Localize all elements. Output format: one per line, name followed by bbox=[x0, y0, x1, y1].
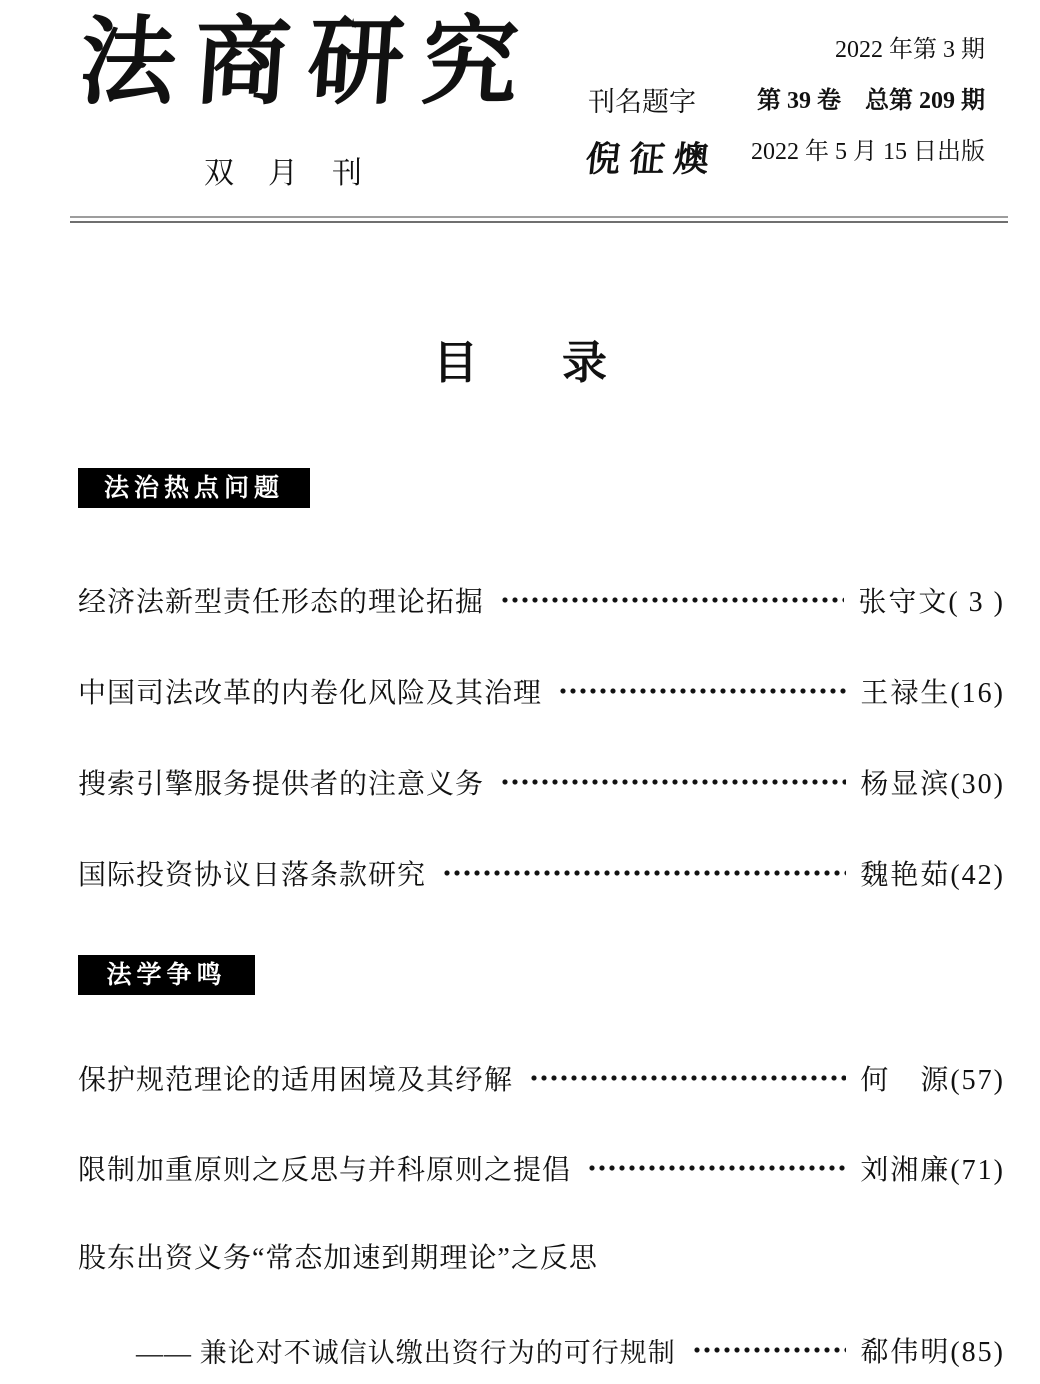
article-author: 杨显滨 bbox=[860, 769, 951, 800]
article-subtitle: —— 兼论对不诚信认缴出资行为的可行规制 bbox=[136, 1337, 676, 1368]
dot-leader bbox=[558, 671, 846, 711]
article-title: 中国司法改革的内卷化风险及其治理 bbox=[78, 678, 543, 709]
toc-entry bbox=[78, 671, 1005, 711]
section-label-legal-debates: 法学争鸣 bbox=[78, 955, 255, 995]
article-author: 郗伟明 bbox=[860, 1337, 951, 1368]
toc-entry bbox=[78, 853, 1005, 893]
article-author-page bbox=[860, 1148, 1005, 1188]
article-page-number: ( 3 ) bbox=[948, 587, 1005, 618]
header-divider-rule bbox=[70, 216, 1008, 223]
dot-leader bbox=[529, 1058, 846, 1098]
journal-title: 法商研究 bbox=[76, 9, 540, 116]
article-title: 经济法新型责任形态的理论拓掘 bbox=[78, 587, 485, 618]
article-author: 魏艳茹 bbox=[860, 860, 951, 891]
article-title: 保护规范理论的适用困境及其纾解 bbox=[78, 1065, 514, 1096]
article-page-number: (16) bbox=[950, 678, 1005, 709]
article-author: 王禄生 bbox=[860, 678, 951, 709]
journal-frequency-label: 双 月 刊 bbox=[204, 157, 364, 190]
toc-entry bbox=[78, 580, 1005, 620]
dot-leader bbox=[587, 1148, 846, 1188]
article-author: 何 源 bbox=[860, 1065, 951, 1096]
article-title: 限制加重原则之反思与并科原则之提倡 bbox=[78, 1155, 572, 1186]
article-page-number: (42) bbox=[950, 860, 1005, 891]
toc-heading bbox=[0, 326, 1040, 391]
article-author-page bbox=[860, 1058, 1005, 1098]
section-label-hot-issues: 法治热点问题 bbox=[78, 468, 310, 508]
article-author-page bbox=[858, 580, 1005, 620]
toc-entry-title-line bbox=[78, 1239, 1005, 1279]
article-title: 搜索引擎服务提供者的注意义务 bbox=[78, 769, 485, 800]
article-author-page bbox=[860, 762, 1005, 802]
article-author-page bbox=[860, 1330, 1005, 1370]
inscription-calligrapher-name: 倪征燠 bbox=[583, 140, 720, 179]
toc-entry bbox=[78, 762, 1005, 802]
article-page-number: (85) bbox=[950, 1337, 1005, 1368]
article-page-number: (30) bbox=[950, 769, 1005, 800]
article-author-page bbox=[860, 671, 1005, 711]
toc-heading-char-1: 目 bbox=[432, 338, 478, 388]
article-author: 张守文 bbox=[858, 587, 949, 618]
toc-entry bbox=[78, 1058, 1005, 1098]
article-title: 股东出资义务“常态加速到期理论”之反思 bbox=[78, 1243, 598, 1274]
dot-leader bbox=[692, 1330, 847, 1370]
issue-info-block bbox=[751, 36, 985, 189]
dot-leader bbox=[442, 853, 846, 893]
dot-leader bbox=[500, 762, 846, 802]
dot-leader bbox=[500, 580, 844, 620]
article-title: 国际投资协议日落条款研究 bbox=[78, 860, 427, 891]
article-author-page bbox=[860, 853, 1005, 893]
article-page-number: (71) bbox=[950, 1155, 1005, 1186]
inscription-label: 刊名题字 bbox=[588, 87, 696, 117]
article-page-number: (57) bbox=[950, 1065, 1005, 1096]
publish-date-line: 2022 年 5 月 15 日出版 bbox=[751, 139, 985, 165]
toc-entry bbox=[78, 1148, 1005, 1188]
article-author: 刘湘廉 bbox=[860, 1155, 951, 1186]
toc-heading-char-2: 录 bbox=[562, 338, 608, 388]
volume-line: 第 39 卷 总第 209 期 bbox=[757, 88, 985, 114]
toc-entry-subtitle-line bbox=[78, 1330, 1005, 1370]
issue-number-line: 2022 年第 3 期 bbox=[835, 37, 985, 63]
